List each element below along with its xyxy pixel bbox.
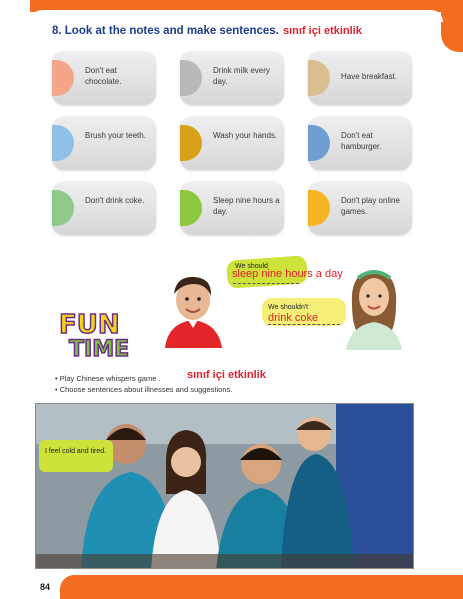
handwritten-note-2: sınıf içi etkinlik xyxy=(187,369,266,381)
classroom-photo xyxy=(35,403,414,569)
should-label: We should xyxy=(235,263,268,270)
page-number: 84 xyxy=(40,582,51,592)
note-card xyxy=(52,51,156,105)
girl-illustration xyxy=(340,264,410,350)
card-tab xyxy=(180,60,202,96)
fun-word: FUN xyxy=(59,310,120,340)
boy-illustration xyxy=(160,268,230,348)
note-card xyxy=(308,116,412,170)
note-card xyxy=(180,116,284,170)
instruction-2: • Choose sentences about illnesses and suggestions. xyxy=(55,385,233,394)
note-card xyxy=(180,181,284,235)
handwritten-note: sınıf içi etkinlik xyxy=(283,25,362,37)
card-text: Have breakfast. xyxy=(341,72,398,81)
card-tab xyxy=(180,125,202,161)
card-tab xyxy=(308,190,330,226)
card-text: Brush your teeth. xyxy=(85,131,146,140)
card-tab xyxy=(308,60,330,96)
photo-speech-bubble xyxy=(39,440,113,472)
card-tab xyxy=(52,125,74,161)
note-card xyxy=(52,181,156,235)
left-margin xyxy=(0,0,30,599)
answer-line xyxy=(268,324,340,325)
card-text: Don't eat hamburger. xyxy=(341,131,382,151)
card-text: Don't drink coke. xyxy=(85,196,145,205)
card-text: Don't eat chocolate. xyxy=(85,66,122,86)
note-card xyxy=(308,51,412,105)
shouldnt-label: We shouldn't xyxy=(268,304,309,311)
card-text: Sleep nine hours a day. xyxy=(213,196,280,216)
footer-band xyxy=(60,575,463,599)
card-tab xyxy=(180,190,202,226)
answer-line xyxy=(233,283,299,284)
card-tab xyxy=(52,60,74,96)
card-text: Don't play online games. xyxy=(341,196,400,216)
card-text: Wash your hands. xyxy=(213,131,278,140)
instruction-1: • Play Chinese whispers game . xyxy=(55,374,161,383)
shouldnt-answer: drink coke xyxy=(268,312,319,324)
note-card xyxy=(308,181,412,235)
exercise-title: 8. Look at the notes and make sentences. xyxy=(52,25,279,37)
card-tab xyxy=(52,190,74,226)
note-card xyxy=(52,116,156,170)
page-inner-top xyxy=(30,10,443,22)
fun-time-logo xyxy=(55,310,145,370)
card-tab xyxy=(308,125,330,161)
corner-decoration xyxy=(441,0,463,52)
time-word: TIME xyxy=(69,337,130,362)
photo-bubble-text: I feel cold and tired. xyxy=(45,448,107,455)
note-card xyxy=(180,51,284,105)
card-text: Drink milk every day. xyxy=(213,66,270,86)
should-answer: sleep nine hours a day xyxy=(232,268,343,280)
students-photo-illustration xyxy=(36,404,414,569)
